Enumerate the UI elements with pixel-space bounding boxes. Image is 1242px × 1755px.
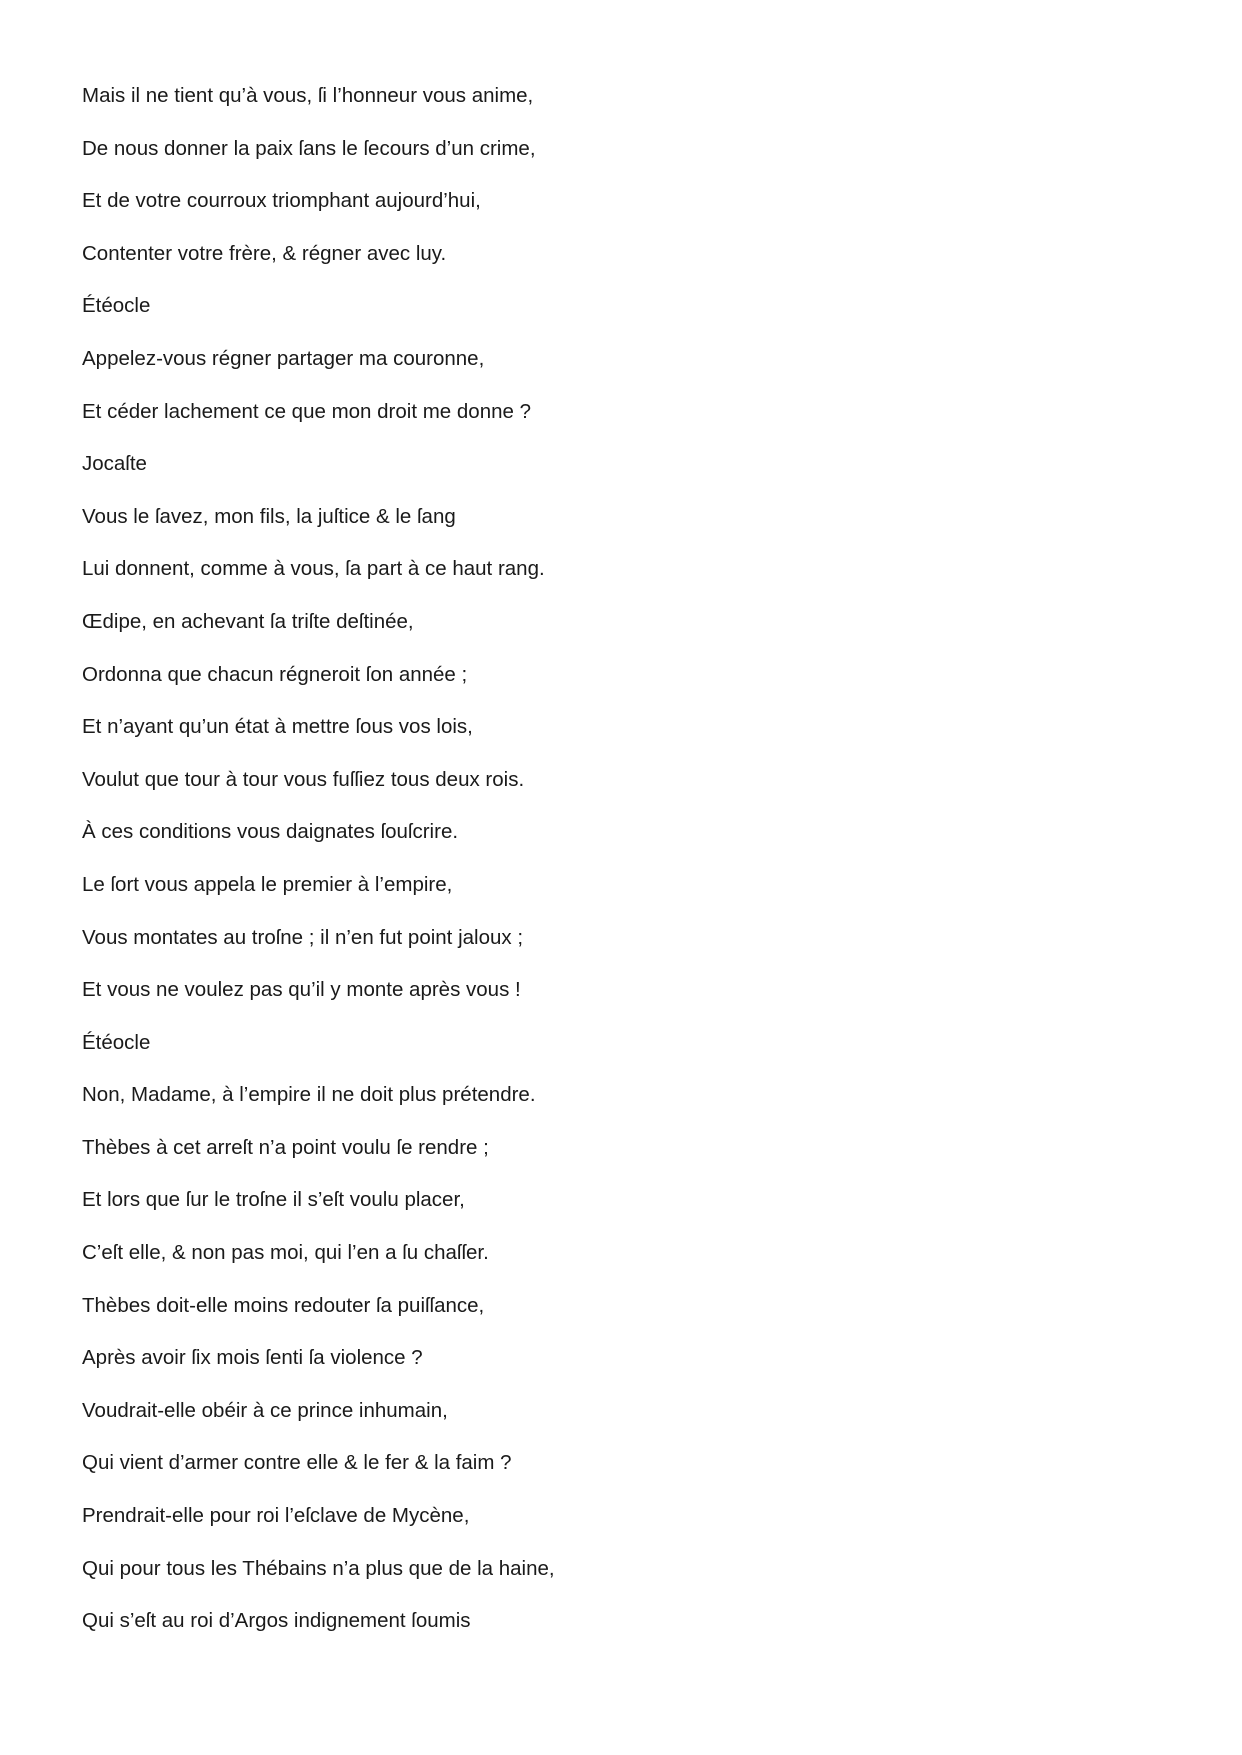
verse-line [82, 1231, 1162, 1284]
verse-line [82, 337, 1162, 390]
speaker-name [82, 284, 1162, 337]
verse-line [82, 1073, 1162, 1126]
verse-text-line: Lui donnent, comme à vous, ſa part à ce haut rang. [82, 557, 545, 581]
verse-line [82, 1389, 1162, 1442]
verse-text-line: À ces conditions vous daignates ſouſcrire. [82, 820, 459, 844]
verse-line [82, 1599, 1162, 1652]
verse-text [82, 74, 1162, 1652]
verse-text-line: Qui pour tous les Thébains n’a plus que de la haine, [82, 1556, 555, 1580]
verse-text-line: De nous donner la paix ſans le ſecours d’un crime, [82, 136, 536, 160]
verse-text-line: Et céder lachement ce que mon droit me donne ? [82, 399, 531, 423]
speaker-label: Étéocle [82, 294, 151, 318]
verse-text-line: Voulut que tour à tour vous fuſſiez tous deux rois. [82, 767, 525, 791]
verse-text-line: Le ſort vous appela le premier à l’empire, [82, 872, 453, 896]
verse-line [82, 653, 1162, 706]
verse-line [82, 600, 1162, 653]
verse-line [82, 1284, 1162, 1337]
verse-line [82, 74, 1162, 127]
verse-text-line: Après avoir ſix mois ſenti ſa violence ? [82, 1346, 423, 1370]
verse-text-line: Et vous ne voulez pas qu’il y monte après vous ! [82, 978, 521, 1002]
verse-line [82, 1494, 1162, 1547]
verse-line [82, 390, 1162, 443]
verse-text-line: Mais il ne tient qu’à vous, ſi l’honneur vous anime, [82, 84, 534, 107]
verse-text-line: Qui s’eſt au roi d’Argos indignement ſoumis [82, 1609, 471, 1633]
verse-text-line: Qui vient d’armer contre elle & le fer & la faim ? [82, 1451, 512, 1475]
verse-line [82, 1547, 1162, 1600]
verse-text-line: C’eſt elle, & non pas moi, qui l’en a ſu chaſſer. [82, 1241, 489, 1265]
verse-text-line: Appelez-vous régner partager ma couronne, [82, 346, 485, 370]
verse-text-line: Et lors que ſur le troſne il s’eſt voulu placer, [82, 1188, 465, 1212]
verse-line [82, 127, 1162, 180]
speaker-name [82, 442, 1162, 495]
verse-text-line: Thèbes doit-elle moins redouter ſa puiſſance, [82, 1293, 485, 1317]
verse-line [82, 1441, 1162, 1494]
verse-text-line: Œdipe, en achevant ſa triſte deſtinée, [82, 609, 414, 633]
verse-line [82, 863, 1162, 916]
verse-line [82, 1178, 1162, 1231]
verse-text-line: Vous le ſavez, mon fils, la juſtice & le ſang [82, 504, 456, 528]
verse-text-line: Vous montates au troſne ; il n’en fut point jaloux ; [82, 925, 524, 949]
verse-line [82, 1336, 1162, 1389]
verse-text-line: Thèbes à cet arreſt n’a point voulu ſe rendre ; [82, 1135, 489, 1159]
speaker-label: Étéocle [82, 1030, 151, 1054]
speaker-label: Jocaſte [82, 452, 147, 476]
verse-text-line: Et de votre courroux triomphant aujourd’hui, [82, 189, 481, 213]
verse-line [82, 179, 1162, 232]
verse-text-line: Non, Madame, à l’empire il ne doit plus prétendre. [82, 1083, 536, 1107]
verse-line [82, 547, 1162, 600]
verse-line [82, 810, 1162, 863]
verse-line [82, 1126, 1162, 1179]
verse-line [82, 916, 1162, 969]
verse-text-line: Contenter votre frère, & régner avec luy. [82, 241, 447, 265]
verse-line [82, 758, 1162, 811]
verse-line [82, 495, 1162, 548]
verse-line [82, 968, 1162, 1021]
speaker-name [82, 1021, 1162, 1074]
verse-text-line: Voudrait-elle obéir à ce prince inhumain, [82, 1398, 448, 1422]
verse-text-line: Ordonna que chacun régneroit ſon année ; [82, 662, 468, 686]
verse-line [82, 705, 1162, 758]
verse-line [82, 232, 1162, 285]
verse-text-line: Et n’ayant qu’un état à mettre ſous vos lois, [82, 715, 473, 739]
verse-text-line: Prendrait-elle pour roi l’eſclave de Mycène, [82, 1504, 470, 1528]
